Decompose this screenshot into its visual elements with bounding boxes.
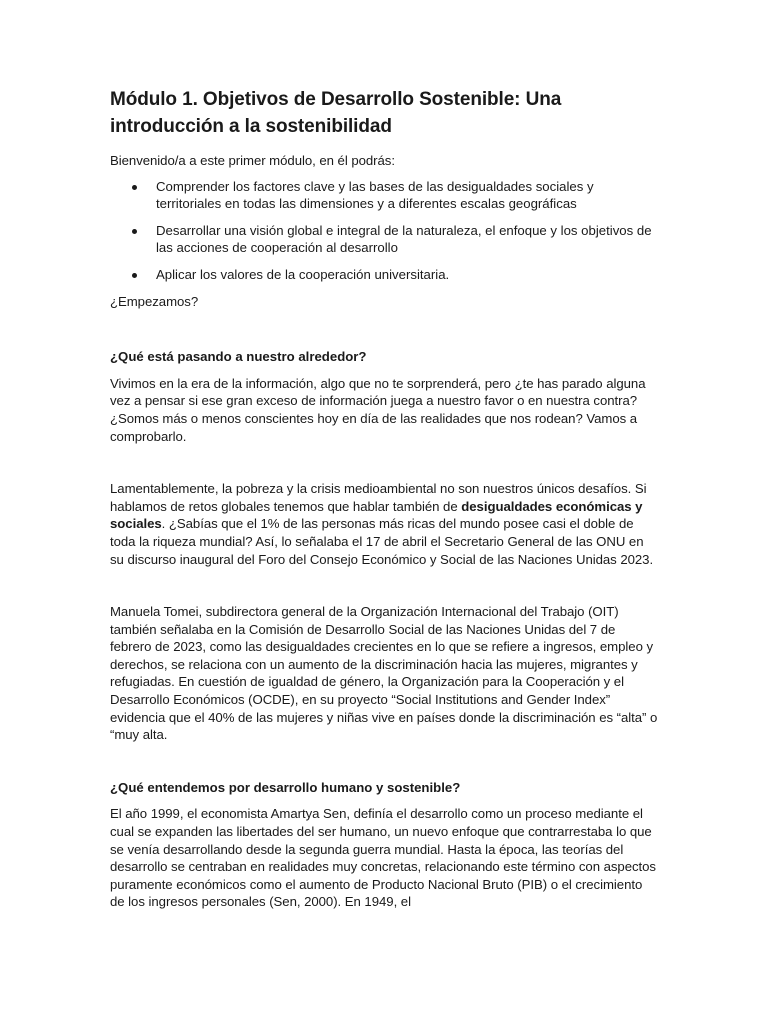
list-item xyxy=(110,178,658,213)
section-heading-around-us: ¿Qué está pasando a nuestro alrededor? xyxy=(110,349,367,365)
paragraph-inequalities xyxy=(110,480,658,568)
list-item-text: Comprender los factores clave y las bases de las desigualdades sociales y territoriales en todas las dimensiones y a diferentes escalas geográficas xyxy=(156,178,594,212)
section-heading-human-development: ¿Qué entendemos por desarrollo humano y sostenible? xyxy=(110,779,461,795)
paragraph-inequalities-start: Lamentablemente, la pobreza y la crisis medioambiental no son nuestros únicos desafíos. Si hablamos de retos globales tenemos que hablar también de xyxy=(110,481,647,514)
document-title: Módulo 1. Objetivos de Desarrollo Sostenible: Una introducción a la sostenibilidad xyxy=(110,89,562,137)
cta-text: ¿Empezamos? xyxy=(110,293,199,309)
paragraph-information-era: Vivimos en la era de la información, algo que no te sorprenderá, pero ¿te has parado alguna vez a pensar si ese gran exceso de información juega a nuestro favor o en nuestra contra? ¿Somos más o menos conscientes hoy en día de las realidades que nos rodean? Vamos a comprobarlo. xyxy=(110,375,646,444)
list-item xyxy=(110,222,658,257)
paragraph-inequalities-bold: desigualdades económicas y sociales xyxy=(110,498,643,532)
bullet-icon xyxy=(132,273,137,278)
intro-text: Bienvenido/a a este primer módulo, en él podrás: xyxy=(110,153,395,168)
objectives-list xyxy=(110,178,658,284)
list-item-text: Aplicar los valores de la cooperación universitaria. xyxy=(156,266,450,282)
list-item xyxy=(110,266,658,284)
bullet-icon xyxy=(132,185,137,190)
paragraph-amartya-sen: El año 1999, el economista Amartya Sen, definía el desarrollo como un proceso mediante el cual se expanden las libertades del ser humano, un nuevo enfoque que contrarrestaba lo que se venía desarrollando desde la segunda guerra mundial. Hasta la época, las teorías del desarrollo se centraban en realidades muy concretas, relacionando este término con aspectos puramente económicos como el aumento de Producto Nacional Bruto (PIB) o el crecimiento de los ingresos personales (Sen, 2000). En 1949, el xyxy=(110,806,656,910)
paragraph-inequalities-end: . ¿Sabías que el 1% de las personas más ricas del mundo posee casi el doble de toda la riqueza mundial? Así, lo señalaba el 17 de abril el Secretario General de las ONU en su discurso inaugural del Foro del Consejo Económico y Social de las Naciones Unidas 2023. xyxy=(110,516,654,567)
paragraph-tomei: Manuela Tomei, subdirectora general de la Organización Internacional del Trabajo (OIT) también señalaba en la Comisión de Desarrollo Social de las Naciones Unidas del 7 de febrero de 2023, como las desigualdades crecientes en lo que se refiere a ingresos, empleo y derechos, se relaciona con un aumento de la discriminación hacia las mujeres, migrantes y refugiadas. En cuestión de igualdad de género, la Organización para la Cooperación y el Desarrollo Económicos (OCDE), en su proyecto “Social Institutions and Gender Index” evidencia que el 40% de las mujeres y niñas vive en países donde la discriminación es “alta” o “muy alta. xyxy=(110,604,658,743)
list-item-text: Desarrollar una visión global e integral de la naturaleza, el enfoque y los objetivos de las acciones de cooperación al desarrollo xyxy=(156,222,652,256)
bullet-icon xyxy=(132,229,137,234)
